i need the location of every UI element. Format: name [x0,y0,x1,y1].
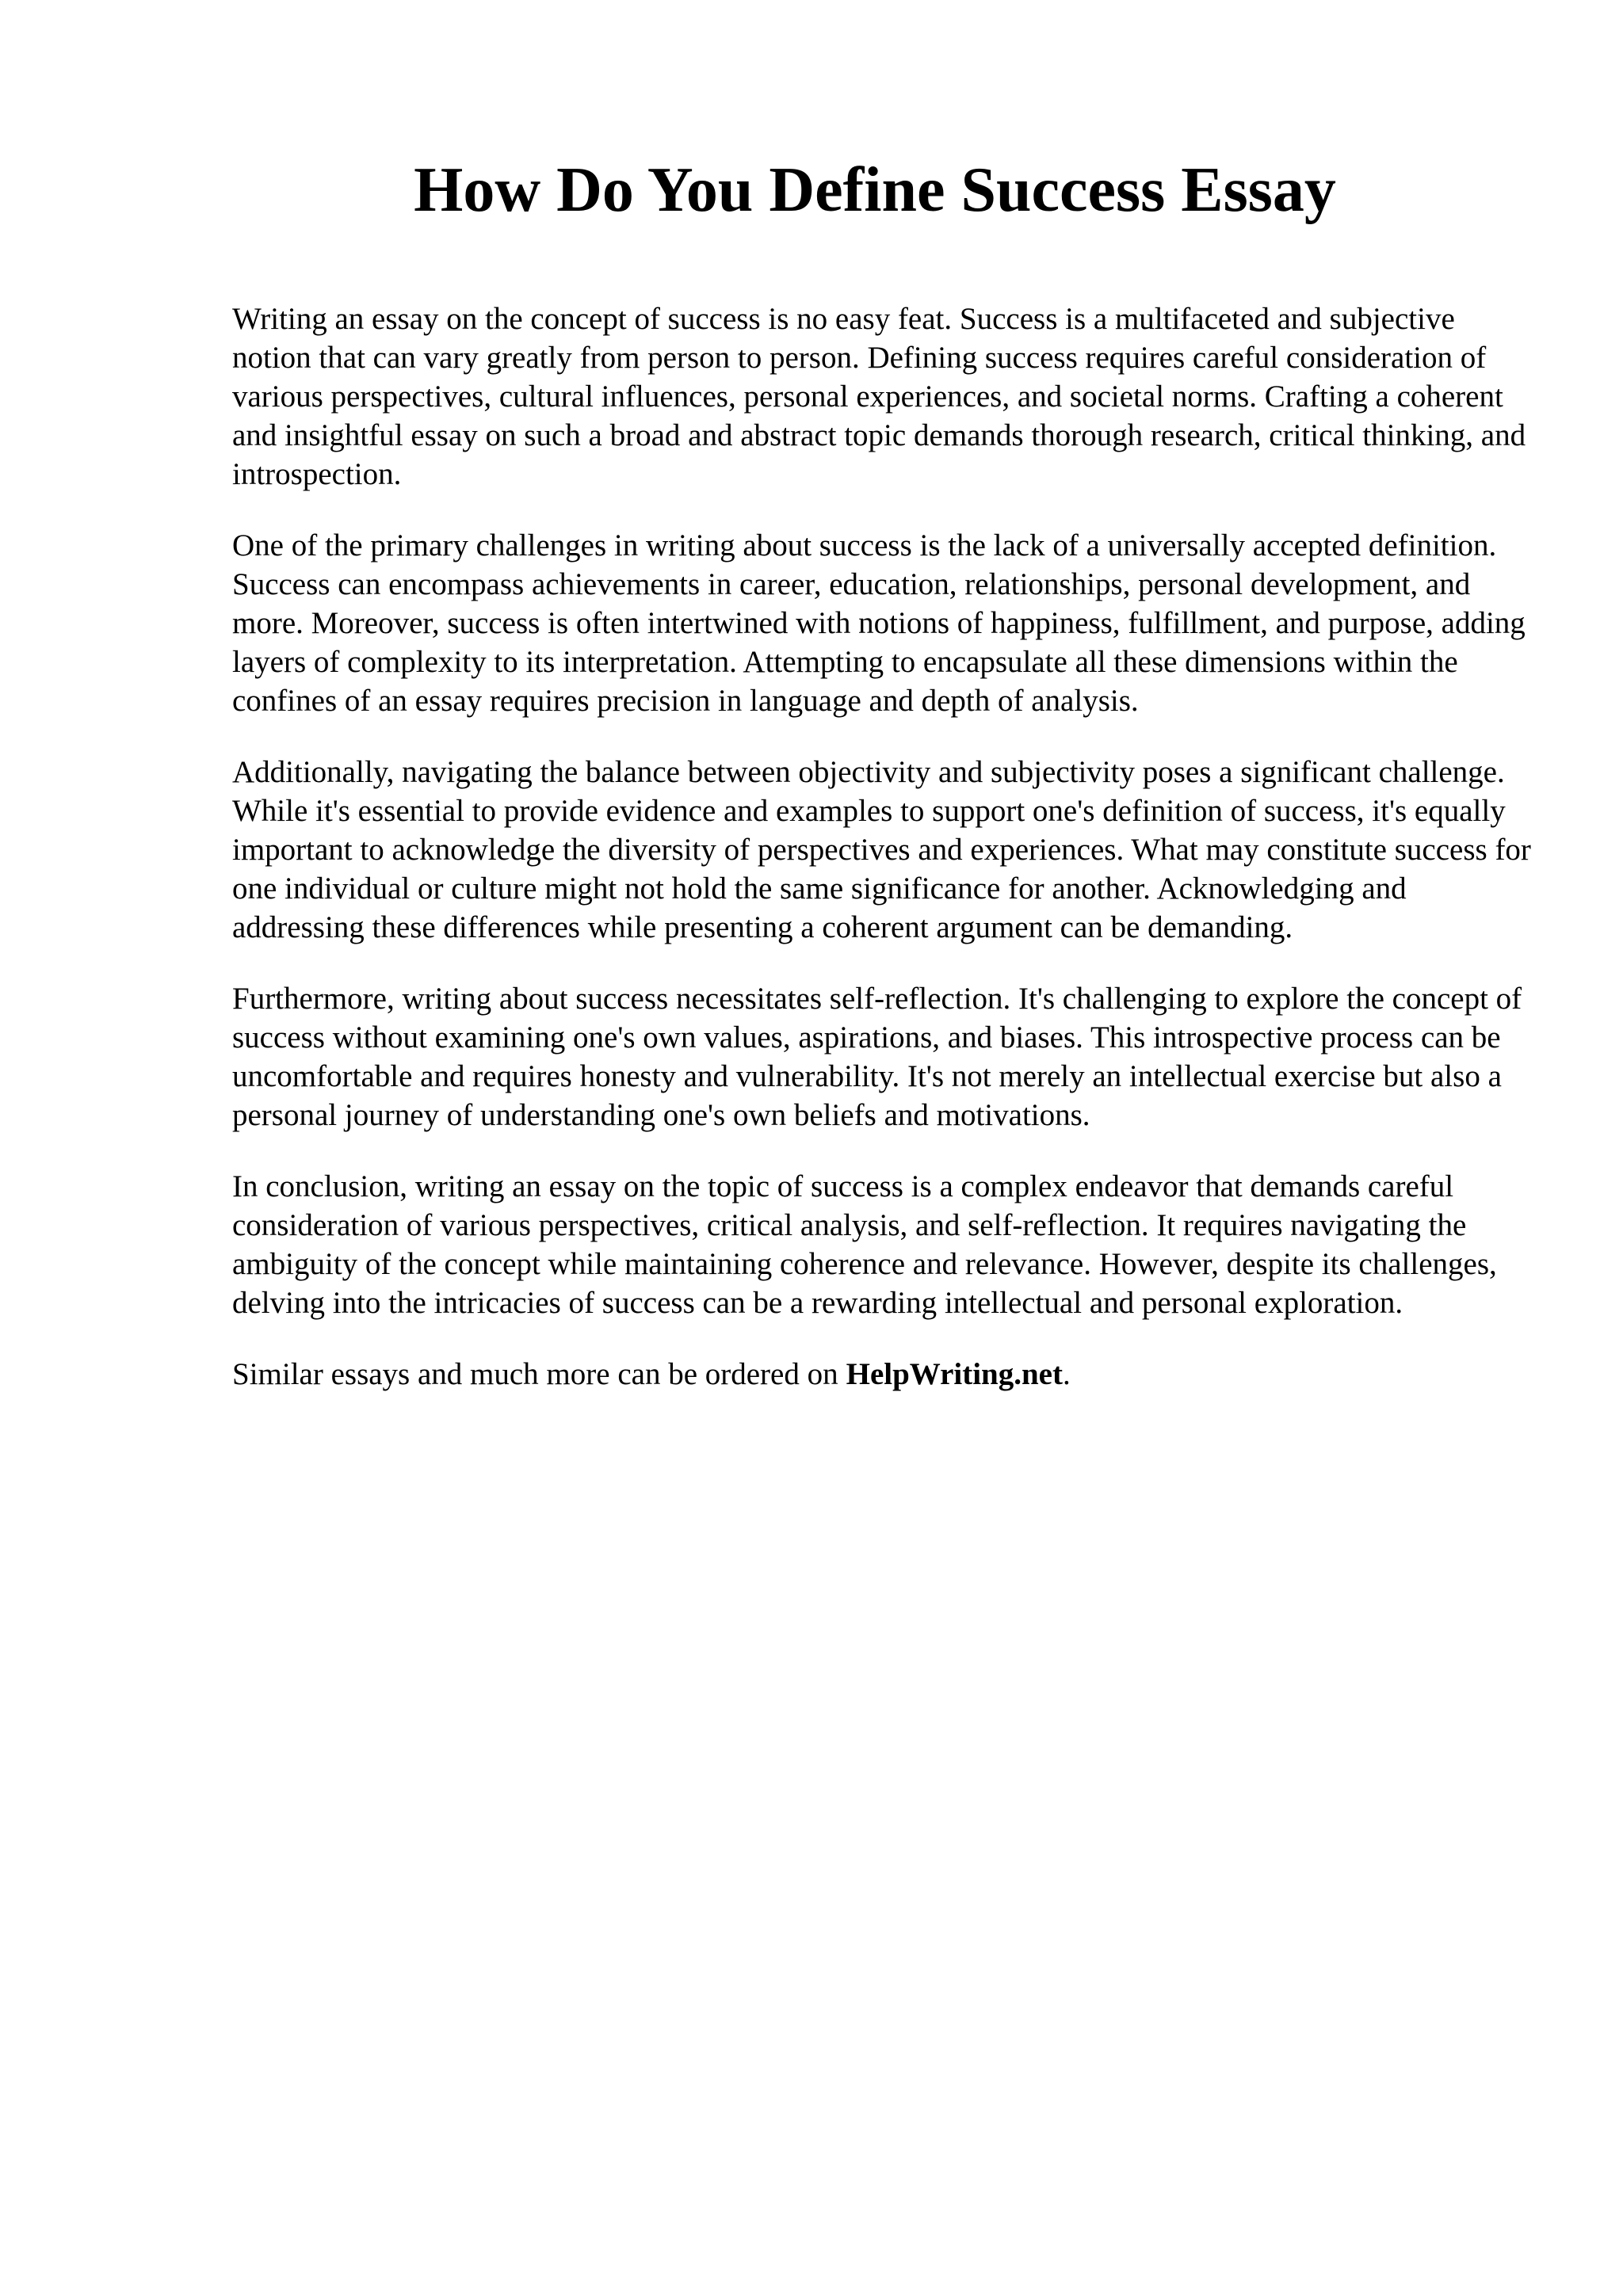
footer-text: Similar essays and much more can be ordered on [232,1357,838,1391]
essay-title: How Do You Define Success Essay [414,155,1336,225]
paragraph-5: In conclusion, writing an essay on the topic of success is a complex endeavor that demands careful consideration of various perspectives, critical analysis, and self-reflection. It requires navigating the ambiguity of the concept while maintaining coherence and relevance. However, despite its challenges, delving into the intricacies of success can be a rewarding intellectual and personal exploration. [232,1169,1497,1320]
paragraph-4: Furthermore, writing about success necessitates self-reflection. It's challenging to explore the concept of success without examining one's own values, aspirations, and biases. This introspective process can be uncomfortable and requires honesty and vulnerability. It's not merely an intellectual exercise but also a personal journey of understanding one's own beliefs and motivations. [232,982,1522,1132]
footer-line [232,1355,1532,1394]
paragraph-3: Additionally, navigating the balance between objectivity and subjectivity poses a significant challenge. While it's essential to provide evidence and examples to support one's definition of success, it's equally important to acknowledge the diversity of perspectives and experiences. What may constitute success for one individual or culture might not hold the same significance for another. Acknowledging and addressing these differences while presenting a coherent argument can be demanding. [232,755,1531,944]
essay-body [232,299,1532,1394]
paragraph-1: Writing an essay on the concept of success is no easy feat. Success is a multifaceted and subjective notion that can vary greatly from person to person. Defining success requires careful consideration of various perspectives, cultural influences, personal experiences, and societal norms. Crafting a coherent and insightful essay on such a broad and abstract topic demands thorough research, critical thinking, and introspection. [232,302,1526,491]
footer-period: . [1062,1357,1071,1391]
helpwriting-link[interactable]: HelpWriting.net [846,1357,1063,1391]
paragraph-2: One of the primary challenges in writing about success is the lack of a universally accepted definition. Success can encompass achievements in career, education, relationships, personal development, and more. Moreover, success is often intertwined with notions of happiness, fulfillment, and purpose, adding layers of complexity to its interpretation. Attempting to encapsulate all these dimensions within the confines of an essay requires precision in language and depth of analysis. [232,528,1526,718]
